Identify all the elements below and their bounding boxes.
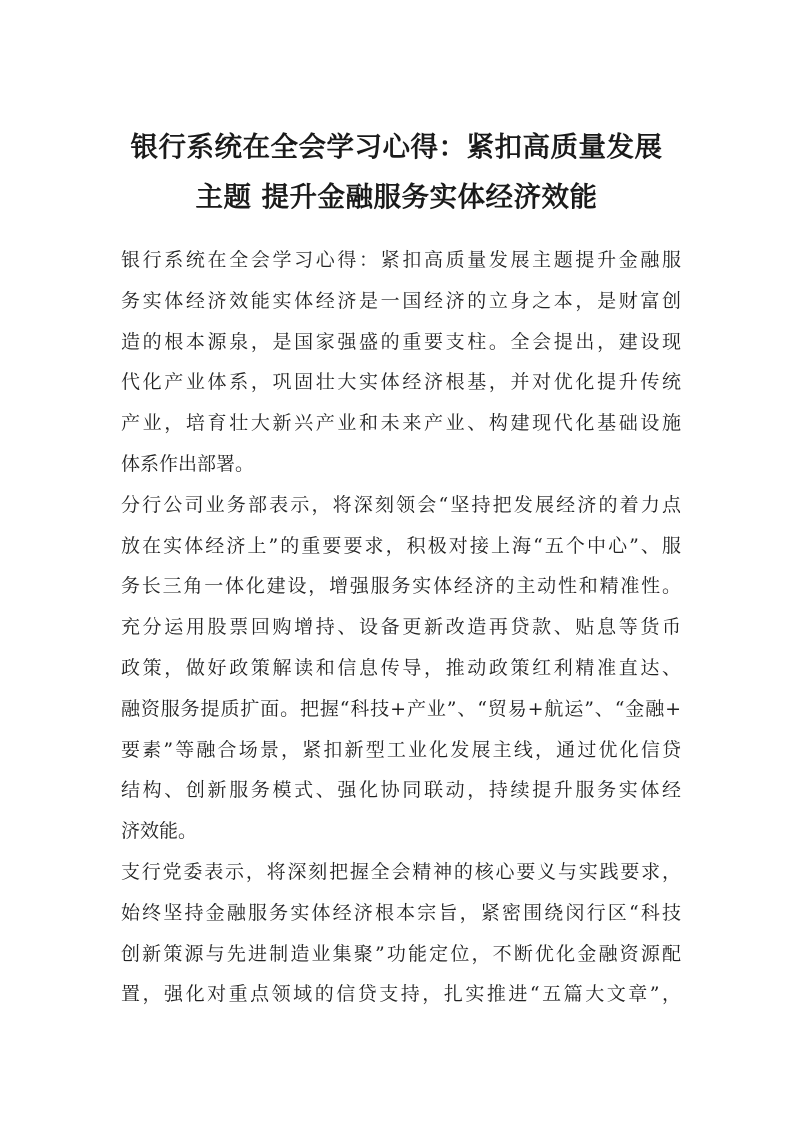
paragraph-line: 融资服务提质扩面。把握“科技+产业”、“贸易+航运”、“金融+ [121, 697, 681, 720]
paragraph-line: 政策，做好政策解读和信息传导，推动政策红利精准直达、 [121, 656, 681, 679]
paragraph-line: 代化产业体系，巩固壮大实体经济根基，并对优化提升传统 [121, 371, 681, 394]
title-line-2: 主题 提升金融服务实体经济效能 [195, 181, 598, 213]
paragraph-3 [121, 852, 681, 1015]
paragraph-1 [121, 240, 681, 485]
paragraph-line: 充分运用股票回购增持、设备更新改造再贷款、贴息等货币 [121, 616, 681, 639]
paragraph-line: 始终坚持金融服务实体经济根本宗旨，紧密围绕闵行区“科技 [121, 901, 681, 924]
paragraph-line: 济效能。 [121, 820, 198, 843]
paragraph-line: 置，强化对重点领域的信贷支持，扎实推进“五篇大文章”， [121, 983, 681, 1006]
paragraph-line: 结构、创新服务模式、强化协同联动，持续提升服务实体经 [121, 779, 681, 802]
paragraph-line: 务实体经济效能实体经济是一国经济的立身之本，是财富创 [121, 289, 681, 312]
paragraph-line: 创新策源与先进制造业集聚”功能定位，不断优化金融资源配 [121, 942, 681, 965]
paragraph-line: 产业，培育壮大新兴产业和未来产业、构建现代化基础设施 [121, 412, 681, 435]
paragraph-line: 分行公司业务部表示，将深刻领会“坚持把发展经济的着力点 [121, 493, 681, 516]
paragraph-line: 要素”等融合场景，紧扣新型工业化发展主线，通过优化信贷 [121, 738, 681, 761]
paragraph-2 [121, 485, 681, 852]
paragraph-line: 支行党委表示，将深刻把握全会精神的核心要义与实践要求， [121, 860, 681, 883]
document-title [90, 122, 703, 222]
paragraph-line: 银行系统在全会学习心得：紧扣高质量发展主题提升金融服 [121, 249, 681, 271]
paragraph-line: 放在实体经济上”的重要要求，积极对接上海“五个中心”、服 [121, 534, 681, 557]
title-line-1: 银行系统在全会学习心得：紧扣高质量发展 [130, 131, 663, 163]
document-body [121, 240, 681, 1015]
paragraph-line: 体系作出部署。 [121, 452, 255, 475]
paragraph-line: 造的根本源泉，是国家强盛的重要支柱。全会提出，建设现 [121, 330, 681, 353]
paragraph-line: 务长三角一体化建设，增强服务实体经济的主动性和精准性。 [121, 575, 681, 598]
